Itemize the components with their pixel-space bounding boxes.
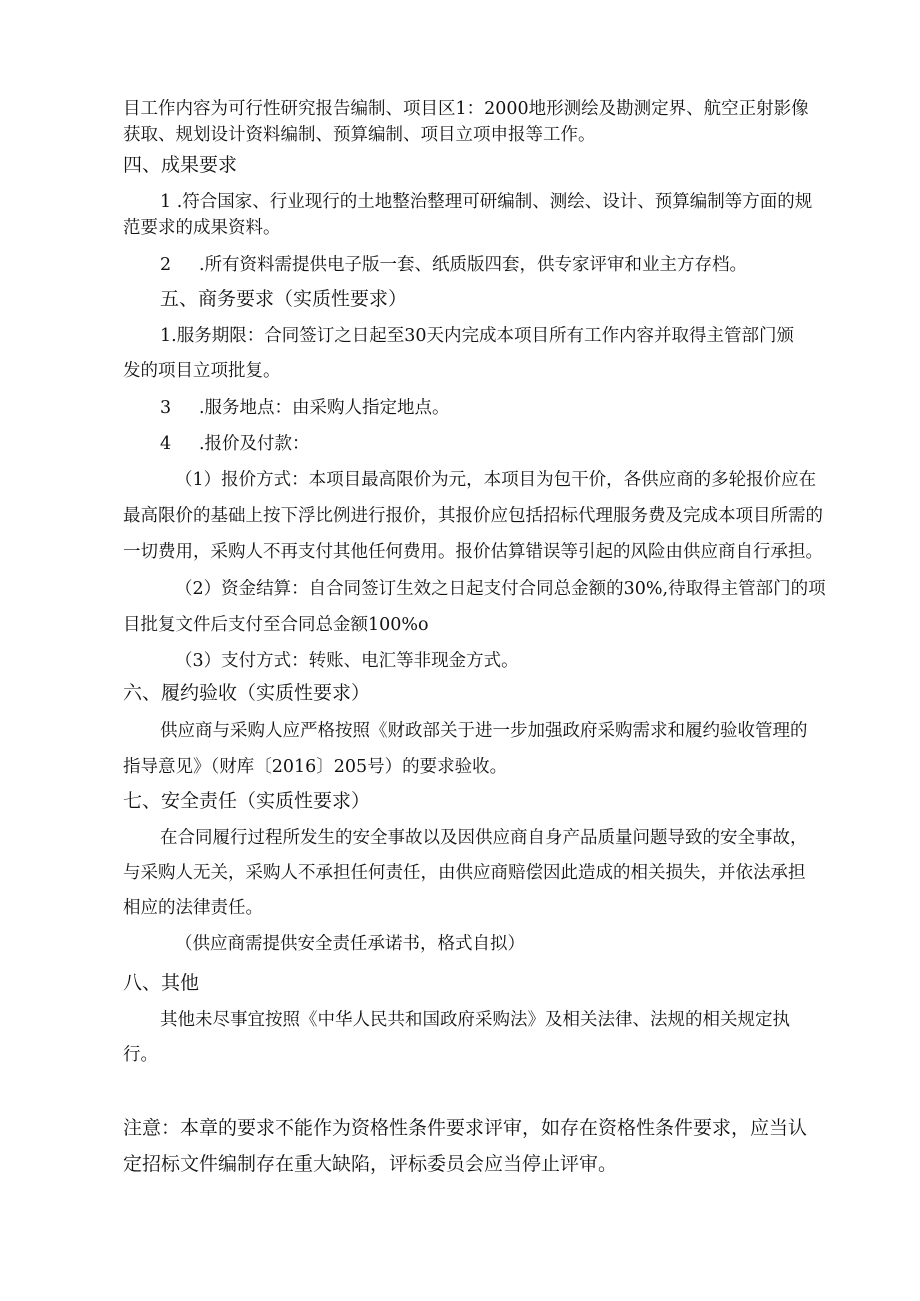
section-heading: 七、安全责任（实质性要求） xyxy=(123,790,371,812)
paragraph-line: （2）资金结算：自合同签订生效之日起支付合同总金额的30%,待取得主管部门的项 xyxy=(175,579,826,599)
paragraph-line: （1）报价方式：本项目最高限价为元，本项目为包干价，各供应商的多轮报价应在 xyxy=(175,470,817,490)
paragraph-line: 供应商与采购人应严格按照《财政部关于进一步加强政府采购需求和履约验收管理的 xyxy=(160,721,808,741)
paragraph-line: 2 .所有资料需提供电子版一套、纸质版四套，供专家评审和业主方存档。 xyxy=(160,255,748,275)
paragraph-line: 目工作内容为可行性研究报告编制、项目区1：2000地形测绘及勘测定界、航空正射影像 xyxy=(123,99,809,119)
paragraph-line: 在合同履行过程所发生的安全事故以及因供应商自身产品质量问题导致的安全事故， xyxy=(160,828,808,848)
section-heading: 四、成果要求 xyxy=(123,154,238,176)
paragraph-line: 与采购人无关，采购人不承担任何责任，由供应商赔偿因此造成的相关损失，并依法承担 xyxy=(123,863,806,883)
paragraph-line: 范要求的成果资料。 xyxy=(123,218,281,238)
paragraph-line: 最高限价的基础上按下浮比例进行报价，其报价应包括招标代理服务费及完成本项目所需的 xyxy=(123,506,823,526)
paragraph-line: 获取、规划设计资料编制、预算编制、项目立项申报等工作。 xyxy=(123,125,596,145)
note-line: 注意：本章的要求不能作为资格性条件要求评审，如存在资格性条件要求，应当认 xyxy=(123,1117,808,1139)
paragraph-line: 指导意见》（财库〔2016〕205号）的要求验收。 xyxy=(123,757,508,777)
paragraph-line: 目批复文件后支付至合同总金额100%o xyxy=(123,615,429,635)
section-heading: 五、商务要求（实质性要求） xyxy=(160,288,408,310)
paragraph-line: 1 .符合国家、行业现行的土地整治整理可研编制、测绘、设计、预算编制等方面的规 xyxy=(160,192,813,212)
note-line: 定招标文件编制存在重大缺陷，评标委员会应当停止评审。 xyxy=(123,1153,618,1175)
paragraph-line: 相应的法律责任。 xyxy=(123,898,263,918)
section-heading: 八、其他 xyxy=(123,972,200,994)
paragraph-line: 4 .报价及付款： xyxy=(160,434,310,454)
paragraph-line: 其他未尽事宜按照《中华人民共和国政府采购法》及相关法律、法规的相关规定执 xyxy=(160,1010,790,1030)
paragraph-line: 1.服务期限：合同签订之日起至30天内完成本项目所有工作内容并取得主管部门颁 xyxy=(160,326,794,346)
paragraph-line: （供应商需提供安全责任承诺书，格式自拟） xyxy=(175,934,525,954)
paragraph-line: 发的项目立项批复。 xyxy=(123,361,281,381)
paragraph-line: 3 .服务地点：由采购人指定地点。 xyxy=(160,398,450,418)
section-heading: 六、履约验收（实质性要求） xyxy=(123,682,371,704)
paragraph-line: 行。 xyxy=(123,1045,158,1065)
paragraph-line: （3）支付方式：转账、电汇等非现金方式。 xyxy=(175,651,519,671)
paragraph-line: 一切费用，采购人不再支付其他任何费用。报价估算错误等引起的风险由供应商自行承担。 xyxy=(123,542,823,562)
